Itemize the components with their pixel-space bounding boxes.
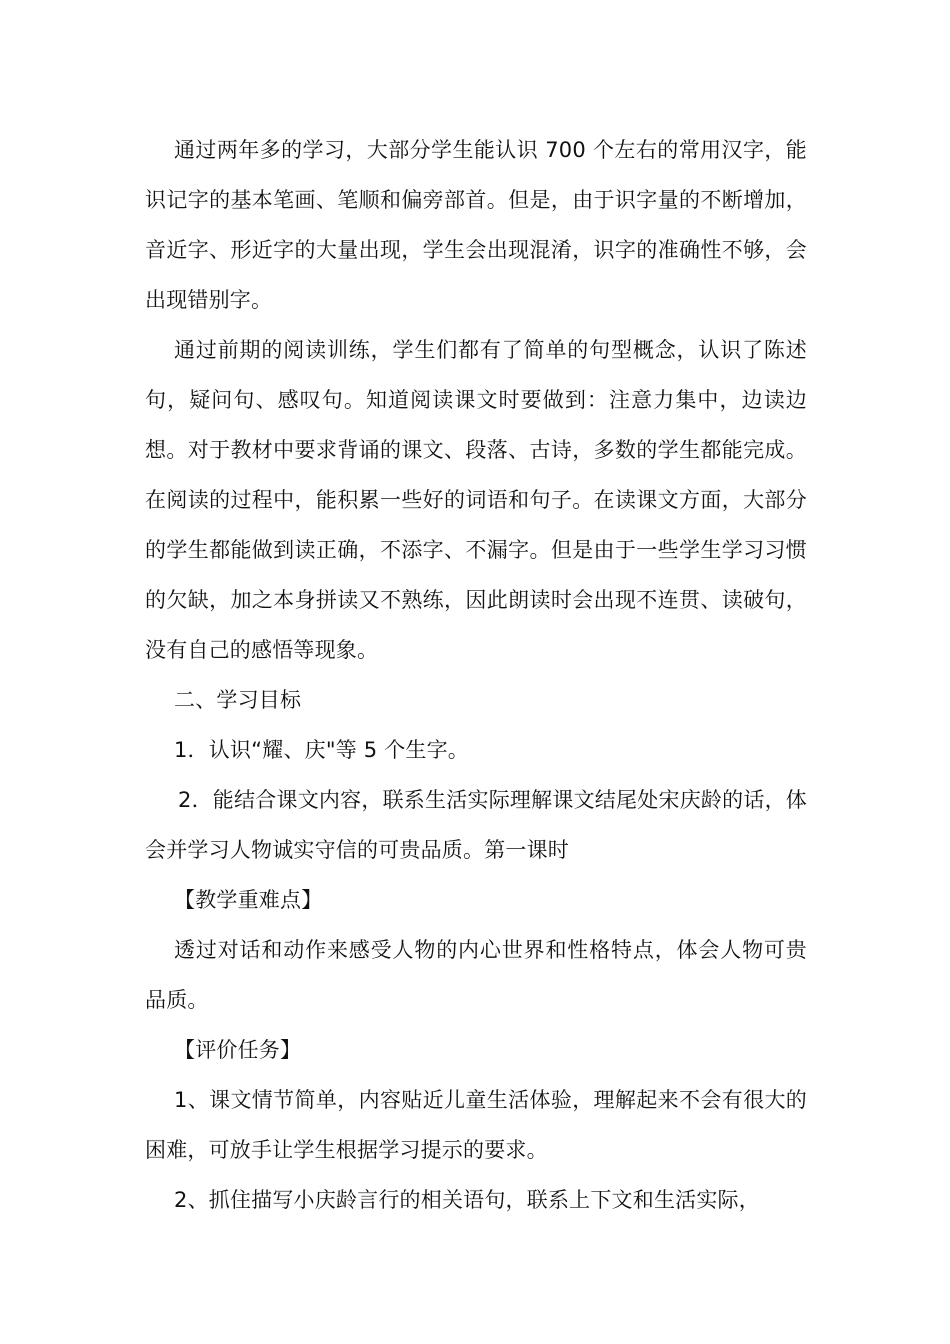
heading-teaching-focus: 【教学重难点】	[174, 888, 323, 912]
paragraph-teaching-focus: 透过对话和动作来感受人物的内心世界和性格特点，体会人物可贵品质。	[145, 938, 807, 1012]
document-body	[145, 125, 807, 1225]
goal-item-2: 2．能结合课文内容，联系生活实际理解课文结尾处宋庆龄的话，体会并学习人物诚实守信的可贵品质。第一课时	[145, 788, 807, 862]
goal-item-1: 1．认识“耀、庆"等 5 个生字。	[174, 738, 470, 762]
heading-evaluation-tasks: 【评价任务】	[174, 1038, 302, 1062]
heading-learning-goals: 二、学习目标	[174, 688, 302, 712]
paragraph-literacy-analysis: 通过两年多的学习，大部分学生能认识 700 个左右的常用汉字，能识记字的基本笔画、笔顺和偏旁部首。但是，由于识字量的不断增加，音近字、形近字的大量出现，学生会出现混淆，识字的准确性不够，会出现错别字。	[145, 138, 807, 312]
evaluation-item-2: 2、抓住描写小庆龄言行的相关语句，联系上下文和生活实际，	[174, 1188, 760, 1212]
paragraph-reading-analysis: 通过前期的阅读训练，学生们都有了简单的句型概念，认识了陈述句，疑问句、感叹句。知道阅读课文时要做到：注意力集中，边读边想。对于教材中要求背诵的课文、段落、古诗，多数的学生都能完成。在阅读的过程中，能积累一些好的词语和句子。在读课文方面，大部分的学生都能做到读正确，不添字、不漏字。但是由于一些学生学习习惯的欠缺，加之本身拼读又不熟练，因此朗读时会出现不连贯、读破句，没有自己的感悟等现象。	[145, 338, 807, 662]
evaluation-item-1: 1、课文情节简单，内容贴近儿童生活体验，理解起来不会有很大的困难，可放手让学生根据学习提示的要求。	[145, 1088, 807, 1162]
